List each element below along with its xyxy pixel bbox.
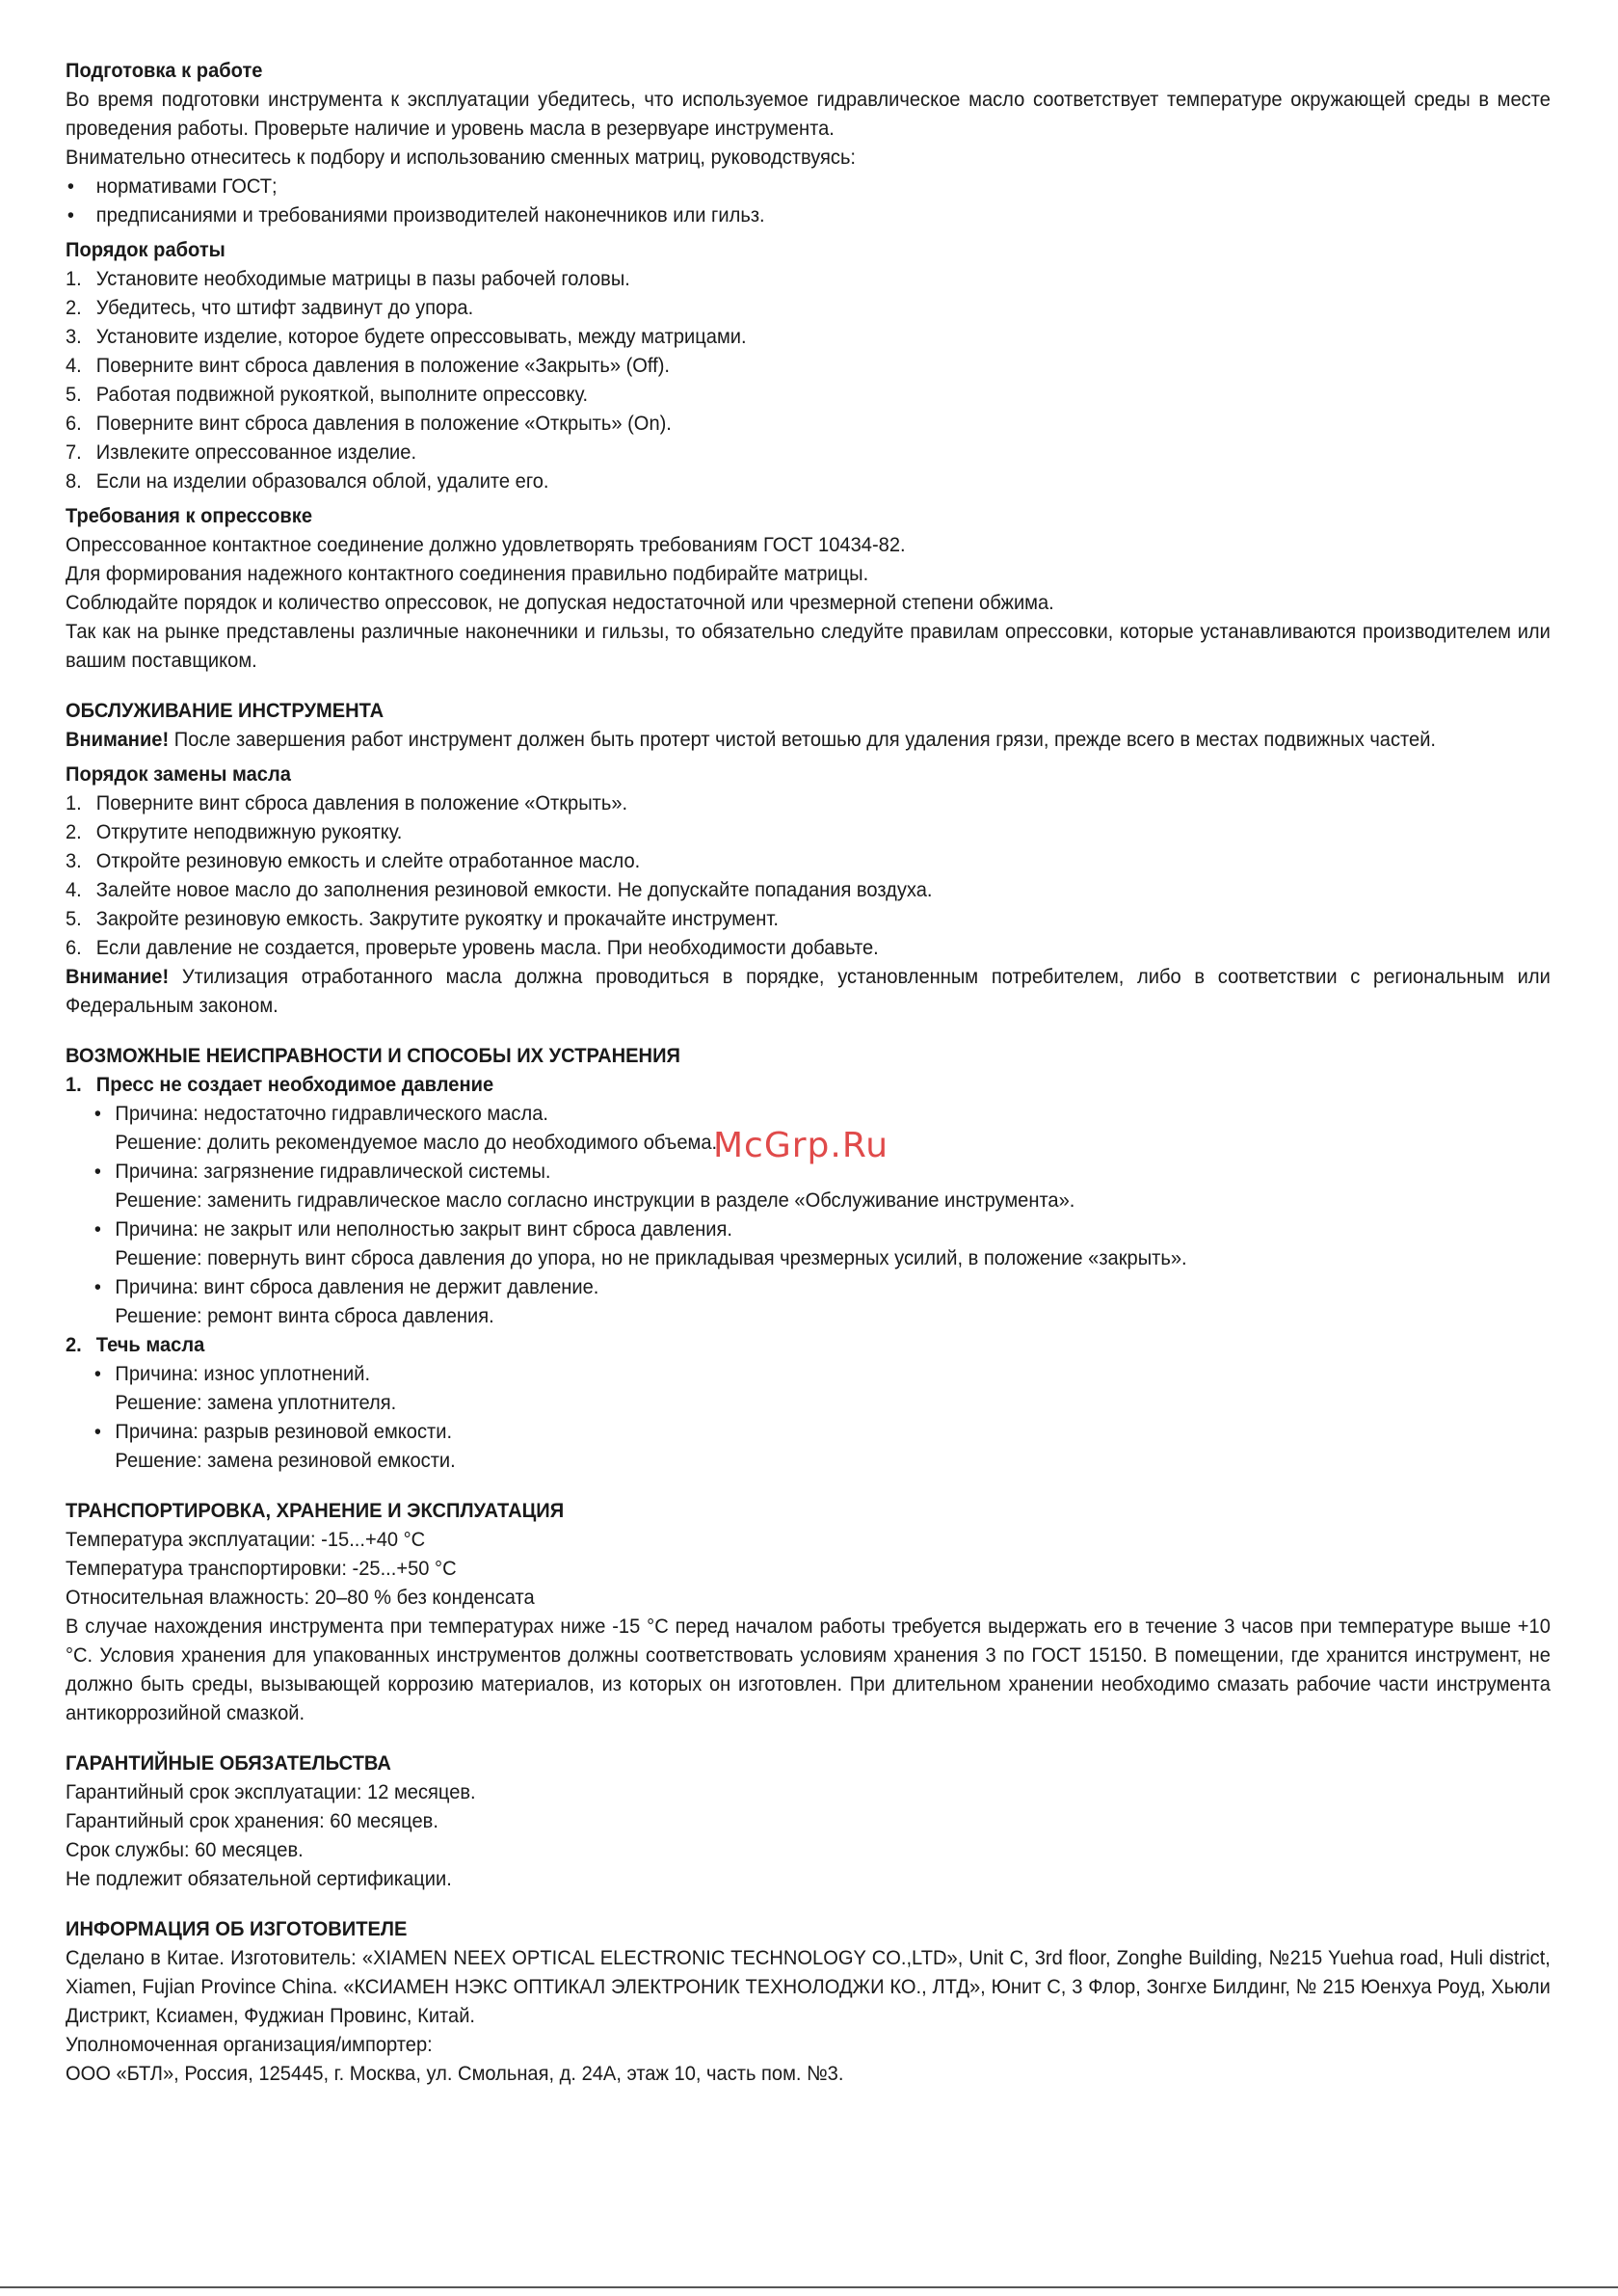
warranty-line: Гарантийный срок хранения: 60 месяцев. xyxy=(66,1809,438,1832)
solution-line: Решение: заменить гидравлическое масло согласно инструкции в разделе «Обслуживание инструмента». xyxy=(115,1188,1075,1212)
solution-line: Решение: замена уплотнителя. xyxy=(115,1391,397,1414)
transport-line: Относительная влажность: 20–80 % без конденсата xyxy=(66,1586,535,1609)
service-heading: ОБСЛУЖИВАНИЕ ИНСТРУМЕНТА xyxy=(66,699,385,722)
solution-line: Решение: повернуть винт сброса давления до упора, но не прикладывая чрезмерных усилий, в положение «закрыть». xyxy=(115,1246,1187,1269)
list-item: 3. Откройте резиновую емкость и слейте отработанное масло. xyxy=(66,849,641,872)
warranty-heading: ГАРАНТИЙНЫЕ ОБЯЗАТЕЛЬСТВА xyxy=(66,1751,391,1775)
order-title: Порядок работы xyxy=(66,238,225,261)
list-item: 4. Поверните винт сброса давления в положение «Закрыть» (Off). xyxy=(66,354,671,377)
document-page xyxy=(66,56,1551,2088)
list-item: 6. Поверните винт сброса давления в положение «Открыть» (On). xyxy=(66,412,672,435)
maker-heading: ИНФОРМАЦИЯ ОБ ИЗГОТОВИТЕЛЕ xyxy=(66,1917,408,1940)
list-item: • нормативами ГОСТ; xyxy=(66,172,1551,200)
prep-title: Подготовка к работе xyxy=(66,59,263,82)
crimp-line: Опрессованное контактное соединение должно удовлетворять требованиям ГОСТ 10434-82. xyxy=(66,533,906,556)
crimp-line: Для формирования надежного контактного соединения правильно подбирайте матрицы. xyxy=(66,562,869,585)
list-item: 2. Открутите неподвижную рукоятку. xyxy=(66,820,403,843)
cause-line: • Причина: недостаточно гидравлического масла. xyxy=(93,1102,548,1125)
cause-line: • Причина: загрязнение гидравлической системы. xyxy=(93,1160,551,1183)
transport-heading: ТРАНСПОРТИРОВКА, ХРАНЕНИЕ И ЭКСПЛУАТАЦИЯ xyxy=(66,1499,565,1522)
list-item: 7. Извлеките опрессованное изделие. xyxy=(66,441,417,464)
warranty-line: Не подлежит обязательной сертификации. xyxy=(66,1867,452,1890)
list-item: • предписаниями и требованиями производителей наконечников или гильз. xyxy=(66,200,1551,229)
transport-paragraph: В случае нахождения инструмента при температурах ниже -15 °С перед началом работы требуется выдержать его в течение 3 часов при температуре выше +10 °С. Условия хранения для упакованных инструментов должны соответствовать условиям хранения 3 по ГОСТ 15150. В помещении, где хранится инструмент, не должно быть среды, вызывающей коррозию материалов, из которых он изготовлен. При длительном хранении необходимо смазать рабочие части инструмента антикоррозийной смазкой. xyxy=(66,1615,1551,1724)
crimp-line: Так как на рынке представлены различные наконечники и гильзы, то обязательно следуйте правилам опрессовки, которые устанавливаются производителем или вашим поставщиком. xyxy=(66,620,1551,672)
prep-paragraph-2: Внимательно отнеситесь к подбору и использованию сменных матриц, руководствуясь: xyxy=(66,146,857,169)
importer-address: ООО «БТЛ», Россия, 125445, г. Москва, ул. Смольная, д. 24А, этаж 10, часть пом. №3. xyxy=(66,2062,844,2085)
cause-line: • Причина: разрыв резиновой емкости. xyxy=(93,1420,453,1443)
disposal-warning: Внимание! Утилизация отработанного масла должна проводиться в порядке, установленным потребителем, либо в соответствии с региональным или Федеральным законом. xyxy=(66,965,1551,1017)
watermark-logo: McGrp.Ru xyxy=(713,1126,889,1165)
problem-title: 2. Течь масла xyxy=(66,1333,205,1356)
list-item: 1. Установите необходимые матрицы в пазы рабочей головы. xyxy=(66,267,630,290)
solution-line: Решение: замена резиновой емкости. xyxy=(115,1449,456,1472)
solution-line: Решение: ремонт винта сброса давления. xyxy=(115,1304,494,1327)
warranty-line: Срок службы: 60 месяцев. xyxy=(66,1838,304,1861)
list-item: 3. Установите изделие, которое будете опрессовывать, между матрицами. xyxy=(66,325,747,348)
list-item: 6. Если давление не создается, проверьте уровень масла. При необходимости добавьте. xyxy=(66,936,879,959)
maker-paragraph: Сделано в Китае. Изготовитель: «XIAMEN NEEX OPTICAL ELECTRONIC TECHNOLOGY CO.,LTD», Unit C, 3rd floor, Zonghe Building, №215 Yuehua road, Huli district, Xiamen, Fujian Province China. «КСИАМЕН НЭКС ОПТИКАЛ ЭЛЕКТРОНИК ТЕХНОЛОДЖИ КО., ЛТД», Юнит С, 3 Флор, Зонгхе Билдинг, № 215 Юенхуа Роуд, Хьюли Дистрикт, Ксиамен, Фуджиан Провинс, Китай. xyxy=(66,1946,1551,2027)
faults-heading: ВОЗМОЖНЫЕ НЕИСПРАВНОСТИ И СПОСОБЫ ИХ УСТРАНЕНИЯ xyxy=(66,1044,680,1067)
service-warning: Внимание! После завершения работ инструмент должен быть протерт чистой ветошью для удаления грязи, прежде всего в местах подвижных частей. xyxy=(66,728,1437,751)
prep-paragraph-1: Во время подготовки инструмента к эксплуатации убедитесь, что используемое гидравлическое масло соответствует температуре окружающей среды в месте проведения работы. Проверьте наличие и уровень масла в резервуаре инструмента. xyxy=(66,88,1551,140)
crimp-title: Требования к опрессовке xyxy=(66,504,313,527)
transport-line: Температура транспортировки: -25...+50 °С xyxy=(66,1557,457,1580)
list-item: 2. Убедитесь, что штифт задвинут до упора. xyxy=(66,296,474,319)
prep-bullets xyxy=(66,172,1551,229)
cause-line: • Причина: винт сброса давления не держит давление. xyxy=(93,1275,599,1298)
problem-title: 1. Пресс не создает необходимое давление xyxy=(66,1073,494,1096)
cause-line: • Причина: износ уплотнений. xyxy=(93,1362,371,1385)
order-steps xyxy=(66,264,1551,495)
list-item: 1. Поверните винт сброса давления в положение «Открыть». xyxy=(66,791,628,814)
transport-line: Температура эксплуатации: -15...+40 °С xyxy=(66,1528,426,1551)
solution-line: Решение: долить рекомендуемое масло до необходимого объема. xyxy=(115,1131,718,1154)
list-item: 8. Если на изделии образовался облой, удалите его. xyxy=(66,469,549,493)
oil-change-title: Порядок замены масла xyxy=(66,762,291,786)
crimp-line: Соблюдайте порядок и количество опрессовок, не допуская недостаточной или чрезмерной степени обжима. xyxy=(66,591,1054,614)
importer-label: Уполномоченная организация/импортер: xyxy=(66,2033,433,2056)
oil-change-steps xyxy=(66,788,1551,962)
bottom-divider xyxy=(0,2286,1618,2288)
list-item: 5. Закройте резиновую емкость. Закрутите рукоятку и прокачайте инструмент. xyxy=(66,907,779,930)
warranty-line: Гарантийный срок эксплуатации: 12 месяцев. xyxy=(66,1780,476,1803)
list-item: 5. Работая подвижной рукояткой, выполните опрессовку. xyxy=(66,383,589,406)
cause-line: • Причина: не закрыт или неполностью закрыт винт сброса давления. xyxy=(93,1217,733,1241)
list-item: 4. Залейте новое масло до заполнения резиновой емкости. Не допускайте попадания воздуха. xyxy=(66,878,933,901)
